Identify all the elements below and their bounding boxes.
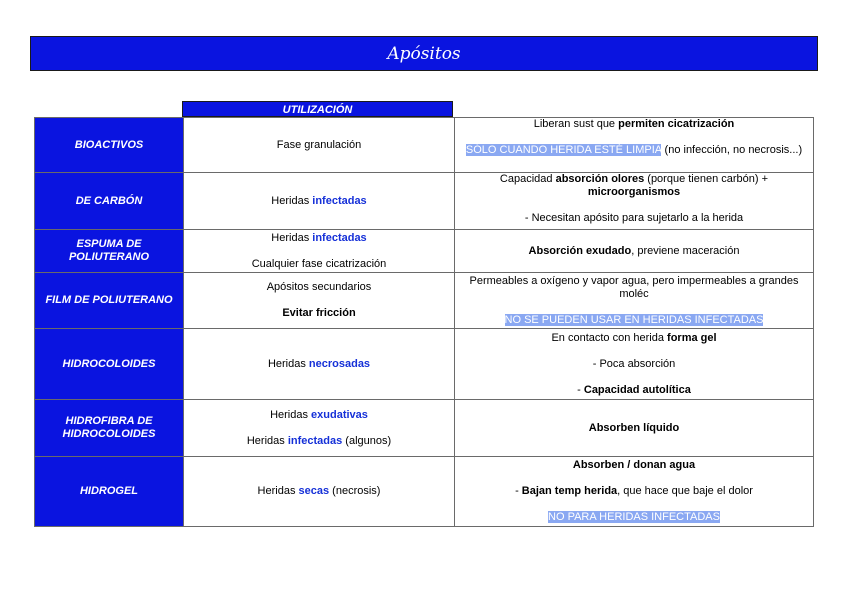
use-text: Apósitos secundarios	[266, 281, 372, 293]
row-name: BIOACTIVOS	[35, 118, 184, 173]
use-keyword: infectadas	[312, 194, 367, 207]
use-text: (algunos)	[342, 434, 392, 447]
desc-text: Permeables a oxígeno y vapor agua, pero impermeables a grandes moléc	[469, 274, 799, 300]
desc-bold: Bajan temp herida	[521, 485, 618, 497]
page-title: Apósitos	[387, 43, 461, 64]
row-use	[184, 400, 455, 457]
desc-text: En contacto con herida	[551, 331, 668, 344]
table-row	[35, 457, 814, 527]
row-desc	[455, 400, 814, 457]
table-row	[35, 273, 814, 329]
row-name: ESPUMA DE POLIUTERANO	[35, 230, 184, 273]
use-text: Heridas	[267, 357, 309, 370]
desc-text: Capacidad	[499, 173, 556, 185]
table-row	[35, 329, 814, 400]
use-text: Heridas	[246, 434, 288, 447]
desc-text: (porque tienen carbón) +	[644, 173, 769, 185]
row-desc	[455, 457, 814, 527]
highlight-note: NO PARA HERIDAS INFECTADAS	[548, 511, 720, 523]
row-use	[184, 118, 455, 173]
use-text: Cualquier fase cicatrización	[251, 257, 387, 270]
row-name: HIDROCOLOIDES	[35, 329, 184, 400]
desc-text: (no infección, no necrosis...)	[661, 144, 803, 156]
row-name: FILM DE POLIUTERANO	[35, 273, 184, 329]
use-text: Heridas	[271, 194, 313, 207]
use-text: Fase granulación	[276, 138, 362, 151]
title-bar	[30, 36, 818, 71]
row-desc	[455, 329, 814, 400]
use-text: Heridas	[257, 485, 299, 497]
desc-bold: Capacidad autolítica	[583, 383, 691, 396]
row-use	[184, 230, 455, 273]
table-row	[35, 173, 814, 230]
desc-text: - Necesitan apósito para sujetarlo a la herida	[524, 212, 744, 224]
use-text: (necrosis)	[329, 485, 381, 497]
row-desc	[455, 230, 814, 273]
desc-text: Liberan sust que	[533, 118, 619, 130]
desc-text: , previene maceración	[631, 244, 740, 257]
apositos-table	[34, 117, 814, 527]
row-use	[184, 329, 455, 400]
row-use	[184, 173, 455, 230]
use-keyword: infectadas	[312, 231, 367, 244]
use-text: Heridas	[270, 408, 312, 421]
row-desc	[455, 118, 814, 173]
desc-bold: forma gel	[667, 331, 717, 344]
row-use	[184, 273, 455, 329]
desc-bold: microorganismos	[587, 186, 681, 198]
utilizacion-header: UTILIZACIÓN	[182, 101, 453, 117]
row-use	[184, 457, 455, 527]
table-row	[35, 230, 814, 273]
use-keyword: exudativas	[311, 408, 368, 421]
row-name: DE CARBÓN	[35, 173, 184, 230]
desc-bold: Absorben líquido	[588, 421, 680, 434]
use-bold: Evitar fricción	[282, 307, 356, 319]
desc-bold: Absorben / donan agua	[572, 459, 696, 471]
desc-text: - Poca absorción	[592, 357, 676, 370]
highlight-note: SÓLO CUANDO HERIDA ESTÉ LIMPIA	[465, 144, 662, 156]
row-desc	[455, 173, 814, 230]
highlight-note: NO SE PUEDEN USAR EN HERIDAS INFECTADAS	[504, 313, 764, 326]
desc-bold: absorción olores	[555, 173, 645, 185]
use-keyword: necrosadas	[308, 357, 371, 370]
use-text: Heridas	[271, 231, 313, 244]
row-desc	[455, 273, 814, 329]
row-name: HIDROGEL	[35, 457, 184, 527]
row-name: HIDROFIBRA DE HIDROCOLOIDES	[35, 400, 184, 457]
desc-bold: permiten cicatrización	[618, 118, 735, 130]
use-keyword: secas	[298, 485, 330, 497]
desc-bold: Absorción exudado	[528, 244, 632, 257]
desc-text: -	[577, 383, 584, 396]
use-keyword: infectadas	[287, 434, 343, 447]
table-row	[35, 400, 814, 457]
table-row	[35, 118, 814, 173]
desc-text: -	[515, 485, 522, 497]
desc-text: , que hace que baje el dolor	[617, 485, 753, 497]
